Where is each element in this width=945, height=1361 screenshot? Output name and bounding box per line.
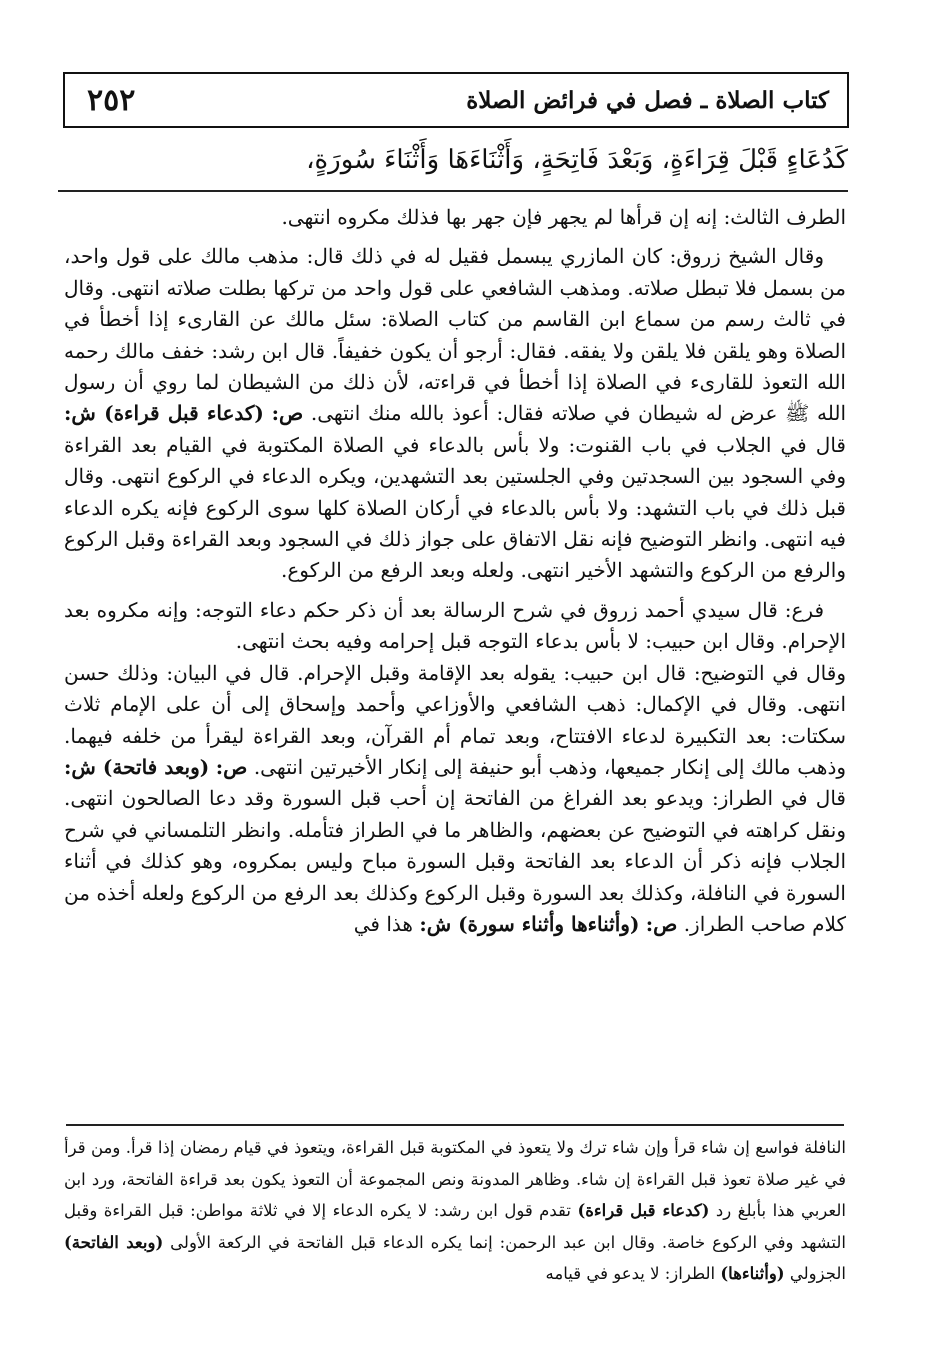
lemma: (وبعد فاتحة) ش: bbox=[64, 754, 210, 779]
running-title: كتاب الصلاة ـ فصل في فرائض الصلاة bbox=[466, 86, 829, 114]
footnote-lemma: (وبعد الفاتحة) bbox=[64, 1232, 164, 1252]
footnotes: النافلة فواسع إن شاء قرأ وإن شاء ترك ولا يتعوذ في المكتوبة قبل القراءة، ويتعوذ في قيام رمضان إذا قرأ. ومن قرأ في غير صلاة تعوذ قبل القراءة إن شاء. وظاهر المدونة ونص المجموعة أن التعوذ يكون بعد قراءة الفاتحة، ورد ابن العربي هذا بأبلغ رد (كدعاء قبل قراءة) تقدم قول ابن رشد: لا يكره الدعاء إلا في ثلاثة مواطن: قبل القراءة وقبل التشهد وفي الركوع خاصة. وقال ابن عبد الرحمن: إنما يكره الدعاء قبل الفاتحة في الركعة الأولى (وبعد الفاتحة) الجزولي (وأثناءها) الطراز: لا يدعو في قيامه bbox=[64, 1138, 846, 1284]
footnote-divider bbox=[66, 1124, 844, 1126]
matn-text: كَدُعَاءٍ قَبْلَ قِرَاءَةٍ، وَبَعْدَ فَاتِحَةٍ، وَأَثْنَاءَهَا وَأَثْنَاءَ سُورَةٍ، bbox=[306, 145, 848, 175]
sad-marker: ص: bbox=[645, 911, 678, 936]
commentary bbox=[64, 202, 846, 940]
page-number: ٢٥٢ bbox=[87, 82, 136, 118]
footnote-lemma: (كدعاء قبل قراءة) bbox=[577, 1201, 710, 1221]
lemma: (كدعاء قبل قراءة) ش: bbox=[64, 401, 264, 426]
page-header bbox=[63, 72, 849, 128]
lemma: (وأثناءها وأثناء سورة) ش: bbox=[419, 911, 640, 936]
matn-divider bbox=[58, 190, 848, 192]
footnote-lemma: (وأثناءها) bbox=[720, 1264, 785, 1284]
commentary-paragraph: وقال الشيخ زروق: كان المازري يبسمل فقيل له في ذلك قال: مذهب مالك على قول واحد، من بسمل فلا تبطل صلاته. ومذهب الشافعي على قول واحد من تركها بطلت صلاته انتهى. وقال في ثالث رسم من سماع ابن القاسم من كتاب الصلاة: سئل مالك عن القارىء إذا أخطأ في الصلاة وهو يلقن فلا يلقن ولا يفقه. فقال: أرجو أن يكون خفيفاً. قال ابن رشد: خفف مالك رحمه الله التعوذ للقارىء في الصلاة إذا أخطأ في قراءته، لأن ذلك من الشيطان لما روي أن رسول الله ﷺ عرض له شيطان في صلاته فقال: أعوذ بالله منك انتهى. ص: (كدعاء قبل قراءة) ش: قال في الجلاب في باب القنوت: ولا بأس بالدعاء في الصلاة المكتوبة في القيام بعد القراءة وفي السجود بين السجدتين وفي الجلستين بعد التشهدين، ويكره الدعاء في الركوع انتهى. وقال قبل ذلك في باب التشهد: ولا بأس بالدعاء في أركان الصلاة كلها سوى الركوع فإنه يكره الدعاء فيه انتهى. وانظر التوضيح فإنه نقل الاتفاق على جواز ذلك في السجود وبعد القراءة وقبل الركوع والرفع من الركوع والتشهد الأخير انتهى. ولعله وبعد الرفع من الركوع. bbox=[64, 244, 847, 583]
commentary-paragraph: وقال في التوضيح: قال ابن حبيب: يقوله بعد الإقامة وقبل الإحرام. قال في البيان: وذلك حسن انتهى. وقال في الإكمال: ذهب الشافعي والأوزاعي وأحمد وإسحاق إلى أن على الإمام ثلاث سكتات: بعد التكبيرة لدعاء الافتتاح، وبعد تمام أم القرآن، وبعد القراءة ليقرأ من خلفه فيهما. وذهب مالك إلى إنكار جميعها، وذهب أبو حنيفة إلى إنكار الأخيرتين انتهى. ص: (وبعد فاتحة) ش: قال في الطراز: ويدعو بعد الفراغ من الفاتحة إن أحب قبل السورة وقد دعا الصالحون انتهى. ونقل كراهته في التوضيح عن بعضهم، والظاهر ما في الطراز فتأمله. وانظر التلمساني في شرح الجلاب فإنه ذكر أن الدعاء بعد الفاتحة وقبل السورة مباح وليس بمكروه، وهو كذلك في أثناء السورة في النافلة، وكذلك بعد السورة وقبل الركوع وكذلك بعد الرفع من الركوع ولعله أخذه من كلام صاحب الطراز. ص: (وأثناءها وأثناء سورة) ش: هذا في bbox=[64, 660, 847, 936]
commentary-paragraph: الطرف الثالث: إنه إن قرأها لم يجهر فإن جهر بها فذلك مكروه انتهى. bbox=[281, 205, 846, 229]
sad-marker: ص: bbox=[271, 401, 304, 426]
commentary-paragraph: فرع: قال سيدي أحمد زروق في شرح الرسالة بعد أن ذكر حكم دعاء التوجه: وإنه مكروه بعد الإحرام. وقال ابن حبيب: لا بأس بدعاء التوجه قبل إحرامه وفيه بحث انتهى. bbox=[64, 597, 846, 654]
sad-marker: ص: bbox=[215, 754, 248, 779]
